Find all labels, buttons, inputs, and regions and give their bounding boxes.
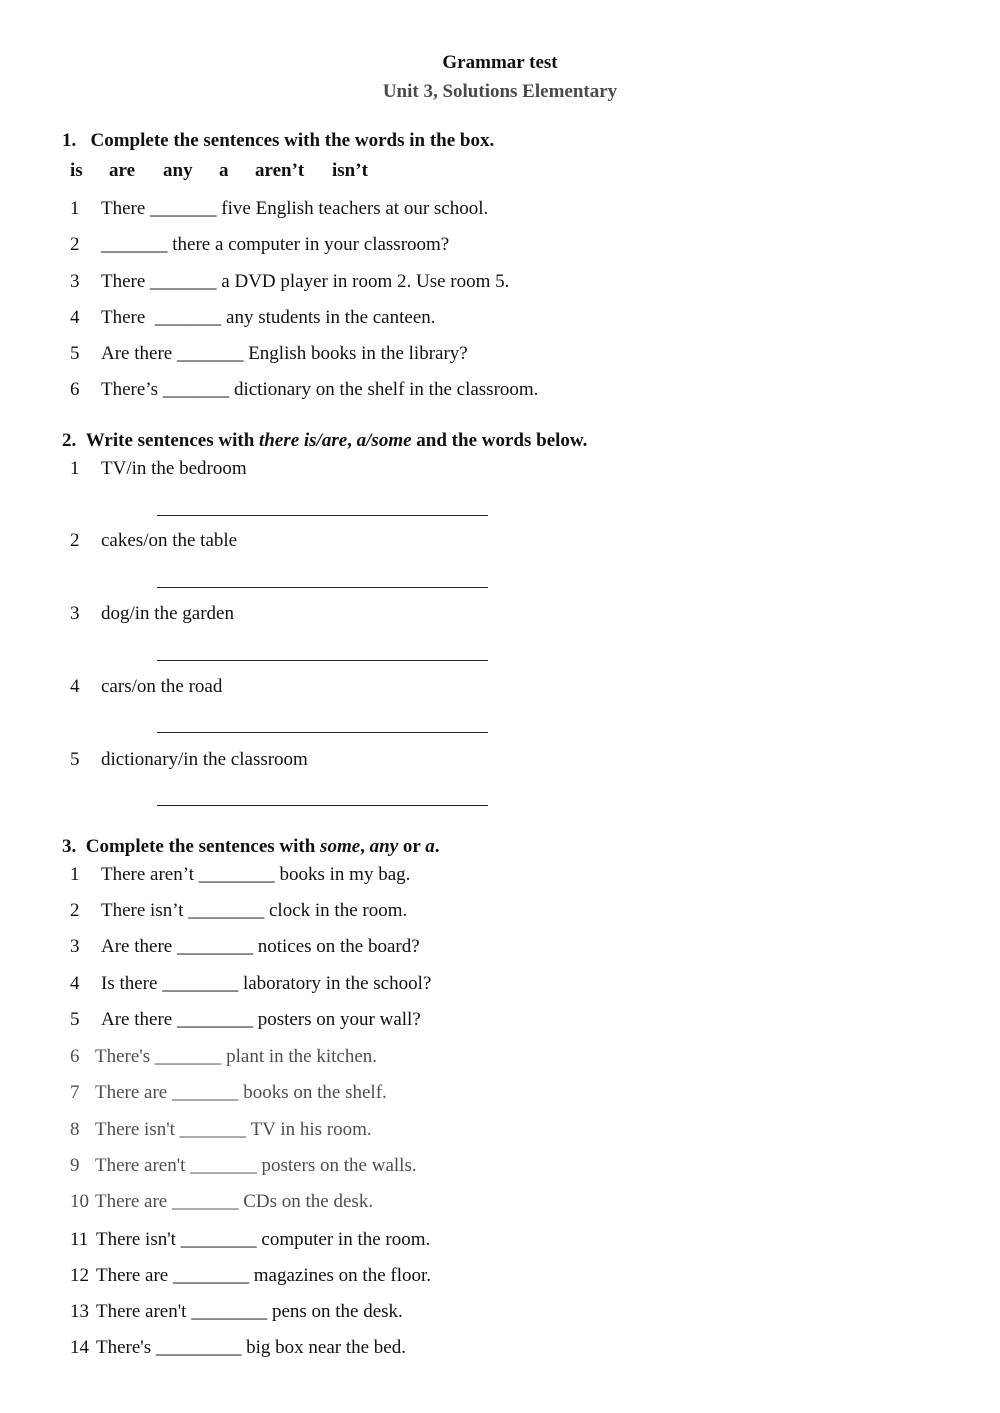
section3-instruction-part: any [369, 836, 399, 857]
item-text: There _______ five English teachers at our school. [101, 198, 489, 219]
page-subtitle: Unit 3, Solutions Elementary [382, 81, 618, 102]
item-text: There are _______ CDs on the desk. [95, 1191, 374, 1212]
item-number: 5 [70, 343, 80, 364]
item-text: There’s _______ dictionary on the shelf in the classroom. [101, 379, 539, 400]
item-text: There aren’t ________ books in my bag. [101, 864, 411, 885]
item-number: 3 [70, 603, 80, 624]
item-number: 12 [70, 1265, 89, 1286]
item-number: 6 [70, 379, 80, 400]
section3-instruction-part: , [360, 836, 370, 857]
item-number: 4 [70, 676, 80, 697]
item-number: 7 [70, 1082, 80, 1103]
item-text: dog/in the garden [101, 603, 234, 624]
item-text: There are _______ books on the shelf. [95, 1082, 387, 1103]
section1-instruction: Complete the sentences with the words in the box. [90, 130, 495, 151]
item-text: Are there ________ posters on your wall? [101, 1009, 421, 1030]
item-text: There are ________ magazines on the floor. [96, 1265, 432, 1286]
item-number: 11 [70, 1229, 89, 1250]
section2-instruction-part: Write sentences with [85, 430, 260, 451]
item-text: There's _________ big box near the bed. [96, 1337, 406, 1358]
section1-number: 1. [62, 130, 77, 151]
answer-line[interactable] [157, 587, 488, 588]
item-number: 14 [70, 1337, 89, 1358]
word-box-item: a [219, 160, 229, 181]
item-number: 1 [70, 864, 80, 885]
answer-line[interactable] [157, 805, 488, 806]
item-text: TV/in the bedroom [101, 458, 247, 479]
item-text: There aren't _______ posters on the walls. [95, 1155, 417, 1176]
item-text: Is there ________ laboratory in the school? [101, 973, 432, 994]
item-number: 4 [70, 307, 80, 328]
item-number: 3 [70, 936, 80, 957]
item-text: There _______ any students in the canteen. [101, 307, 436, 328]
section2-number: 2. [62, 430, 77, 451]
item-number: 9 [70, 1155, 80, 1176]
item-number: 13 [70, 1301, 89, 1322]
word-box-item: aren’t [255, 160, 305, 181]
section3-instruction-part: Complete the sentences with [85, 836, 321, 857]
item-text: dictionary/in the classroom [101, 749, 308, 770]
answer-line[interactable] [157, 732, 488, 733]
section2-instruction-part: a/some [356, 430, 412, 451]
item-number: 2 [70, 530, 80, 551]
item-number: 1 [70, 198, 80, 219]
item-number: 4 [70, 973, 80, 994]
word-box-item: is [70, 160, 83, 181]
section1-heading [62, 130, 494, 152]
item-text: There isn’t ________ clock in the room. [101, 900, 408, 921]
section2-instruction-part: , [347, 430, 357, 451]
item-text: There aren't ________ pens on the desk. [96, 1301, 403, 1322]
item-number: 3 [70, 271, 80, 292]
section2-instruction-part: and the words below. [411, 430, 588, 451]
item-number: 6 [70, 1046, 80, 1067]
page-title: Grammar test [442, 52, 558, 73]
item-text: Are there _______ English books in the library? [101, 343, 468, 364]
item-number: 2 [70, 900, 80, 921]
item-text: cars/on the road [101, 676, 223, 697]
section3-instruction-part: . [434, 836, 440, 857]
section2-heading [62, 430, 587, 452]
item-number: 5 [70, 749, 80, 770]
section3-number: 3. [62, 836, 77, 857]
word-box-item: any [163, 160, 193, 181]
item-text: There isn't _______ TV in his room. [95, 1119, 372, 1140]
word-box-item: isn’t [332, 160, 368, 181]
item-text: There's _______ plant in the kitchen. [95, 1046, 378, 1067]
section3-instruction-part: a [425, 836, 435, 857]
word-box-item: are [109, 160, 136, 181]
item-text: _______ there a computer in your classroom? [101, 234, 450, 255]
item-number: 2 [70, 234, 80, 255]
item-text: Are there ________ notices on the board? [101, 936, 420, 957]
item-text: There isn't ________ computer in the room. [96, 1229, 431, 1250]
item-text: cakes/on the table [101, 530, 238, 551]
section3-heading [62, 836, 440, 858]
item-number: 1 [70, 458, 80, 479]
section3-instruction-part: some [320, 836, 361, 857]
item-number: 8 [70, 1119, 80, 1140]
section3-instruction-part: or [398, 836, 426, 857]
section2-instruction-part: there is/are [259, 430, 348, 451]
item-number: 10 [70, 1191, 89, 1212]
item-text: There _______ a DVD player in room 2. Use room 5. [101, 271, 510, 292]
item-number: 5 [70, 1009, 80, 1030]
answer-line[interactable] [157, 515, 488, 516]
word-box [0, 160, 1000, 184]
answer-line[interactable] [157, 660, 488, 661]
